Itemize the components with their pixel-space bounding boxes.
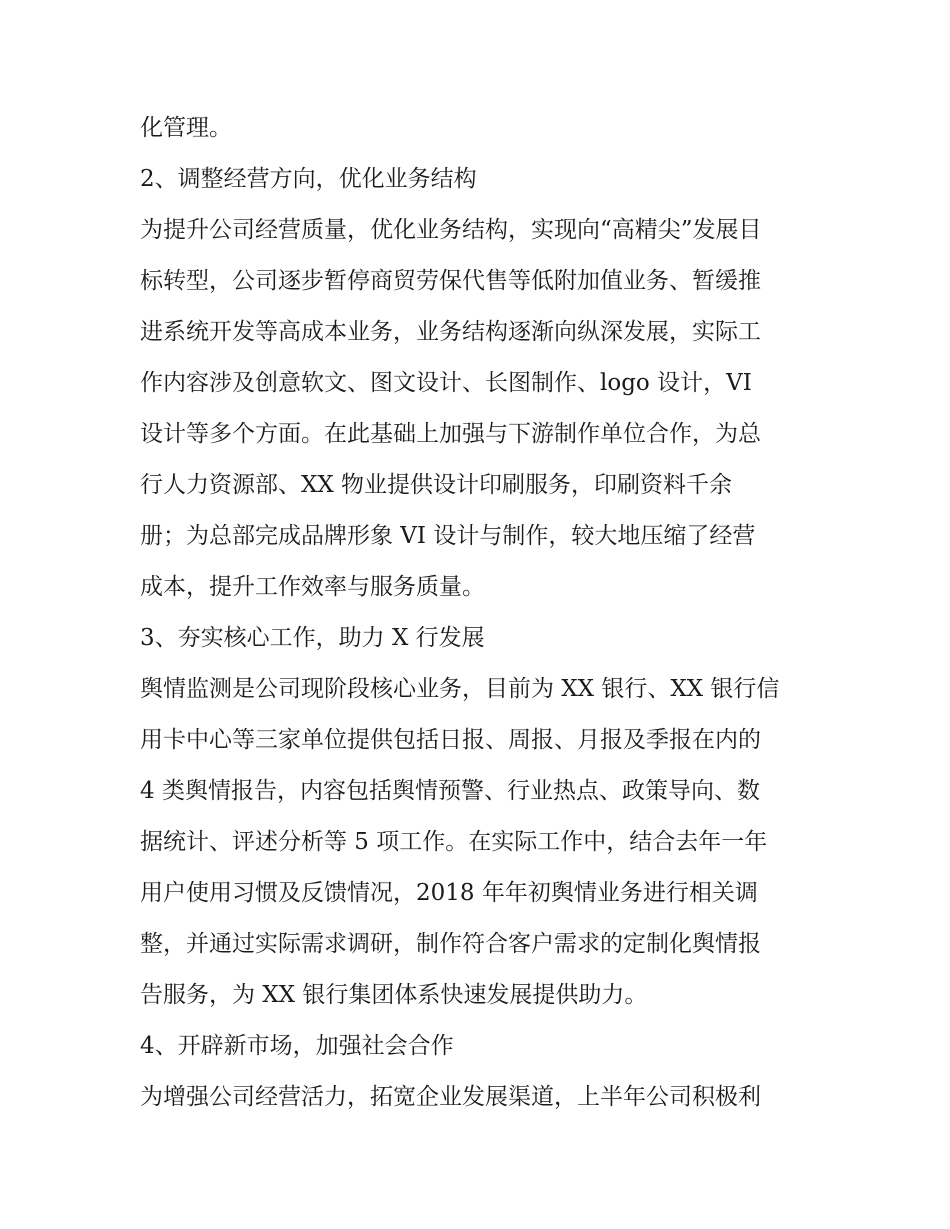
text-line-18: 告服务，为 XX 银行集团体系快速发展提供助力。 xyxy=(140,982,648,1008)
section-heading-3: 3、夯实核心工作，助力 X 行发展 xyxy=(140,625,485,651)
text-line-20: 为增强公司经营活力，拓宽企业发展渠道，上半年公司积极利 xyxy=(140,1084,761,1110)
text-line-14: 4 类舆情报告，内容包括舆情预警、行业热点、政策导向、数 xyxy=(140,778,760,804)
section-heading-2: 2、调整经营方向，优化业务结构 xyxy=(140,166,477,192)
text-line-13: 用卡中心等三家单位提供包括日报、周报、月报及季报在内的 xyxy=(140,727,761,753)
text-line-12: 舆情监测是公司现阶段核心业务，目前为 XX 银行、XX 银行信 xyxy=(140,676,780,702)
text-line-1: 化管理。 xyxy=(140,115,232,141)
text-line-6: 作内容涉及创意软文、图文设计、长图制作、logo 设计，VI xyxy=(140,370,752,396)
text-line-3: 为提升公司经营质量，优化业务结构，实现向“高精尖”发展目 xyxy=(140,217,762,243)
text-line-5: 进系统开发等高成本业务，业务结构逐渐向纵深发展，实际工 xyxy=(140,319,761,345)
text-line-16: 用户使用习惯及反馈情况，2018 年年初舆情业务进行相关调 xyxy=(140,880,758,906)
section-heading-4: 4、开辟新市场，加强社会合作 xyxy=(140,1033,454,1059)
text-line-15: 据统计、评述分析等 5 项工作。在实际工作中，结合去年一年 xyxy=(140,829,768,855)
text-line-10: 成本，提升工作效率与服务质量。 xyxy=(140,574,485,600)
text-line-17: 整，并通过实际需求调研，制作符合客户需求的定制化舆情报 xyxy=(140,931,761,957)
text-line-4: 标转型，公司逐步暂停商贸劳保代售等低附加值业务、暂缓推 xyxy=(140,268,761,294)
text-line-7: 设计等多个方面。在此基础上加强与下游制作单位合作，为总 xyxy=(140,421,761,447)
text-line-9: 册；为总部完成品牌形象 VI 设计与制作，较大地压缩了经营 xyxy=(140,523,756,549)
text-line-8: 行人力资源部、XX 物业提供设计印刷服务，印刷资料千余 xyxy=(140,472,733,498)
